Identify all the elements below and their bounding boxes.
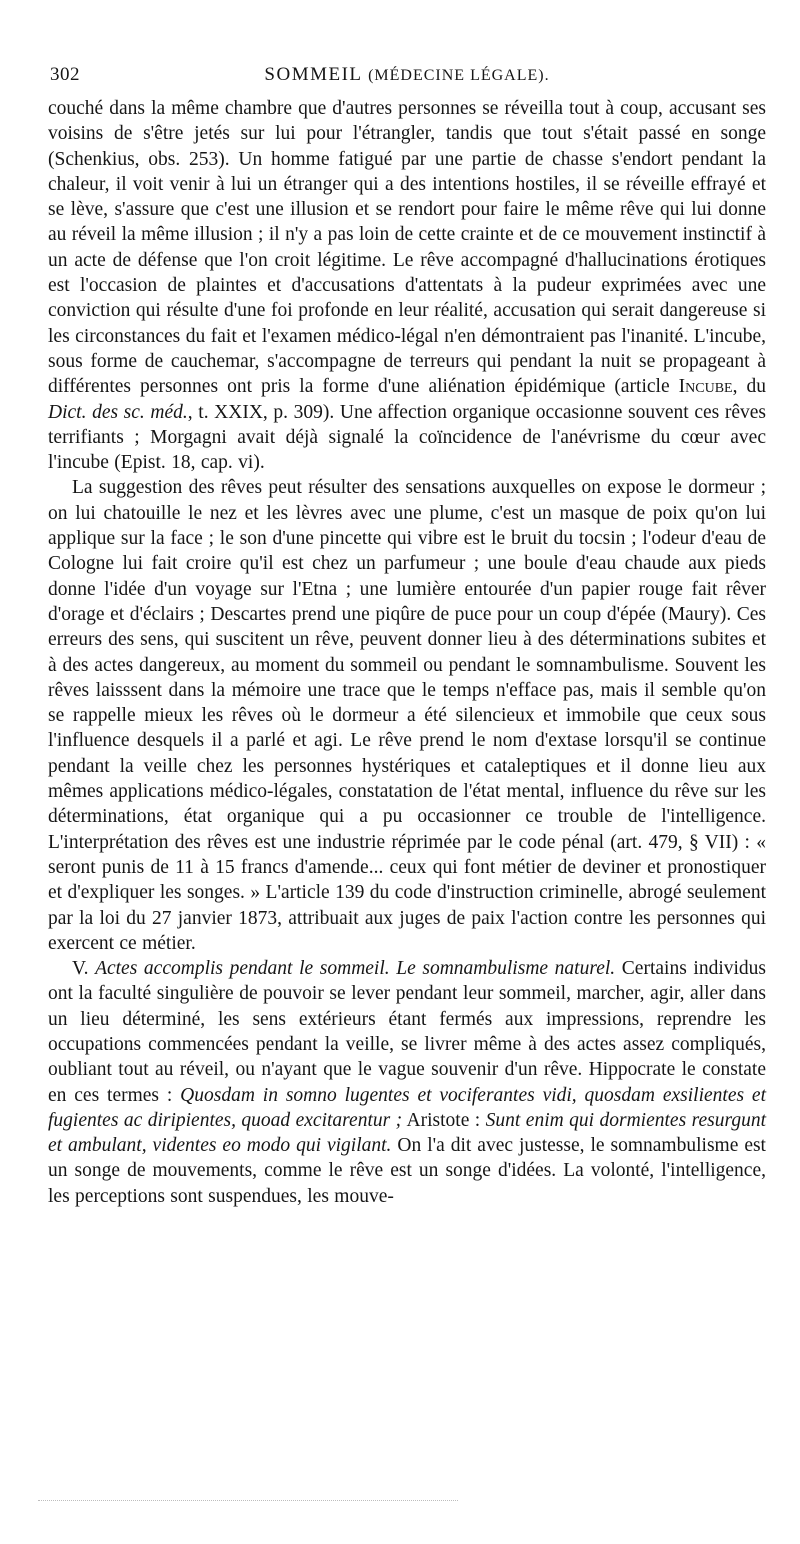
paragraph-1-text-c: , du (732, 376, 767, 398)
section-number: V. (72, 958, 96, 980)
aristotle-quote: Sunt enim qui dormientes resurgunt et ambulant, videntes eo modo qui vigilant. (48, 1109, 766, 1157)
paragraph-2: La suggestion des rêves peut résulter des sensations auxquelles on expose le dormeur ; on lui chatouille le nez et les lèvres avec une plume, c'est un masque de poix qu'on lui applique sur la face ; le son d'une pincette qui vibre est le bruit du tocsin ; l'odeur d'eau de Cologne lui fait croire qu'il est chez un parfumeur ; une boule d'eau chaude aux pieds donne l'idée d'un voyage sur l'Etna ; une lumière entourée d'un papier rouge fait rêver d'orage et d'éclairs ; Descartes prend une piqûre de puce pour un coup d'épée (Maury). Ces erreurs des sens, qui suscitent un rêve, peuvent donner lieu à des déterminations subites et à des actes dangereux, au moment du sommeil ou pendant le somnambulisme. Souvent les rêves laisssent dans la mémoire une trace que le temps n'efface pas, mais il semble qu'on se rappelle mieux les rêves où le dormeur a été silencieux et immobile que ceux sous l'influence desquels il a parlé et agi. Le rêve prend le nom d'extase lorsqu'il se continue pendant la veille chez les personnes hystériques et cataleptiques et il donne lieu aux mêmes applications médico-légales, constatation de l'état mental, influence du rêve sur les déterminations, état organique qui a pu occasionner ce trouble de l'intelligence. L'interprétation des rêves est une industrie réprimée par le code pénal (art. 479, § VII) : « seront punis de 11 à 15 francs d'amende... ceux qui font métier de deviner et pronostiquer et d'expliquer les songes. » L'article 139 du code d'instruction criminelle, abrogé seulement par la loi du 27 janvier 1873, attribuait aux juges de paix l'action contre les personnes qui exercent ce métier. (48, 477, 766, 954)
paragraph-1 (48, 96, 766, 475)
hippocrates-quote: Quosdam in somno lugentes et vociferantes vidi, quosdam exsilientes et fugientes ac diripientes, quoad excitarentur ; (48, 1084, 766, 1131)
paragraph-1-term-incube: Incube (678, 376, 733, 398)
running-title (48, 64, 766, 86)
page-number: 302 (50, 64, 80, 85)
paragraph-3-text-g: On l'a dit avec justesse, le somnambulisme est un songe de mouvements, comme le rêve est un songe d'idées. La volonté, l'intelligence, les perceptions sont suspendues, les mouve- (48, 1135, 766, 1207)
book-page (48, 58, 766, 1209)
section-heading: Actes accomplis pendant le sommeil. Le somnambulisme naturel. (95, 958, 616, 980)
paragraph-3-text-e: Aristote : (402, 1109, 486, 1131)
footer-rule (38, 1500, 458, 1501)
paragraph-1-text-a: couché dans la même chambre que d'autres personnes se réveilla tout à coup, accusant ses voisins de s'être jetés sur lui pour l'étrangler, tandis que tout s'était passé en songe (Schenkius, obs. 253). Un homme fatigué par une partie de chasse s'endort pendant la chaleur, il voit venir à lui un étranger qui a des intentions hostiles, il se réveille effrayé et se lève, s'assure que c'est une illusion et se rendort pour faire le même rêve qui lui donne au réveil la même illusion ; il n'y a pas loin de cette crainte et de ce mouvement instinctif à un acte de défense que l'on croit légitime. Le rêve accompagné d'hallucinations érotiques est l'occasion de plaintes et d'accusations d'attentats à la pudeur exprimées avec une conviction qui résulte d'une foi profonde en leur réalité, accusation qui serait dangereuse si les circonstances du fait et l'examen médico-légal n'en démontraient pas l'inanité. L'incube, sous forme de cauchemar, s'accompagne de terreurs qui pendant la nuit se propageant à différentes personnes ont pris la forme d'une aliénation épidémique (article (48, 98, 766, 398)
paragraph-1-text-e: , t. XXIX, p. 309). Une affection organique occasionne souvent ces rêves terrifiants ; Morgagni avait déjà signalé la coïncidence de l'anévrisme du cœur avec l'incube (Epist. 18, cap. vi). (48, 401, 766, 474)
running-head (48, 58, 766, 96)
paragraph-1-citation: Dict. des sc. méd. (48, 401, 188, 423)
paragraph-3-text-c: Certains individus ont la faculté singulière de pouvoir se lever pendant leur sommeil, marcher, agir, aller dans un lieu déterminé, les sens extérieurs étant fermés aux impressions, reprendre les occupations commencées pendant la veille, se livrer même à des actes assez compliqués, oubliant tout au réveil, ou n'ayant que le vague souvenir d'un rêve. Hippocrate le constate en ces termes : (48, 958, 766, 1106)
running-title-main: SOMMEIL (264, 64, 362, 85)
running-title-subtitle: (MÉDECINE LÉGALE). (368, 67, 550, 84)
paragraph-3 (48, 956, 766, 1209)
